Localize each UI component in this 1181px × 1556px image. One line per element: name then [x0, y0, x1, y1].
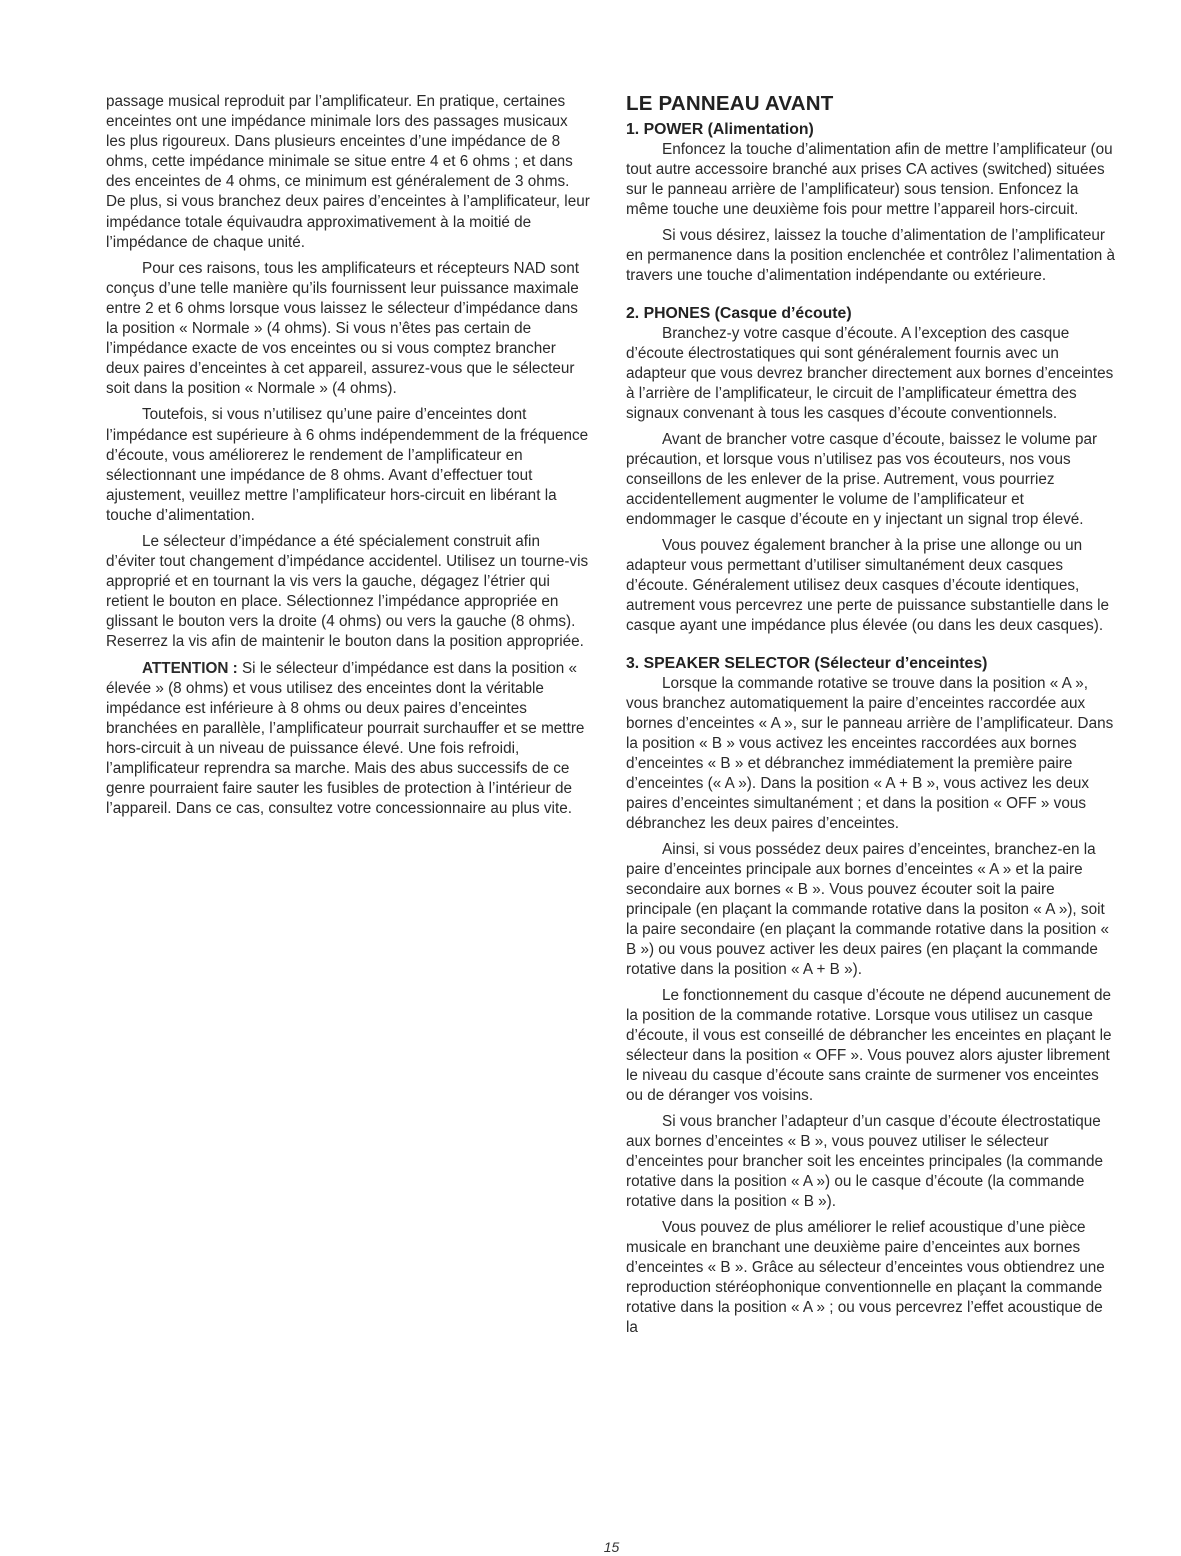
- body-paragraph: Le sélecteur d’impédance a été spécialement construit afin d’éviter tout changement d’impédance accidentel. Utilisez un tourne-vis approprié et en tournant la vis vers la gauche, dégagez l’étrier qui retient le bouton en place. Sélectionnez l’impédance appropriée en glissant le bouton vers la droite (4 ohms) ou vers la gauche (8 ohms). Reserrez la vis afin de maintenir le bouton dans la position appropriée.: [106, 532, 589, 651]
- body-paragraph: passage musical reproduit par l’amplificateur. En pratique, certaines enceintes ont une impédance minimale lors des passages musicaux les plus rigoureux. Dans plusieurs enceintes d’une impédance de 8 ohms, cette impédance minimale se situe entre 4 et 6 ohms ; et dans des enceintes de 4 ohms, ce minimum est généralement de 3 ohms. De plus, si vous branchez deux paires d’enceintes à l’amplificateur, leur impédance totale équivaudra approximativement à la moitié de l’impédance de chaque unité.: [106, 93, 590, 251]
- right-column: [626, 92, 1118, 1344]
- page-number: 15: [603, 1539, 620, 1555]
- body-paragraph: Avant de brancher votre casque d’écoute, baissez le volume par précaution, et lorsque vous n’utilisez pas vos écouteurs, nos vous conseillons de les enlever de la prise. Autrement, vous pourriez accidentellement augmenter le volume de l’amplificateur et endommager le casque d’écoute en y injectant un signal trop élevé.: [626, 431, 1098, 528]
- body-paragraph: Si vous brancher l’adapteur d’un casque d’écoute électrostatique aux bornes d’enceintes « B », vous pouvez utiliser le sélecteur d’enceintes pour brancher soit les enceintes principales (la commande rotative dans la position « A ») ou le casque d’écoute (la commande rotative dans la position « B »).: [626, 1113, 1104, 1210]
- section-title: LE PANNEAU AVANT: [626, 92, 834, 115]
- body-paragraph: Pour ces raisons, tous les amplificateurs et récepteurs NAD sont conçus d’une telle manière qu’ils fournissent leur puissance maximale entre 2 et 6 ohms lorsque vous laissez le sélecteur d’impédance dans la position « Normale » (4 ohms). Si vous n’êtes pas certain de l’impédance exacte de vos enceintes ou si vous comptez brancher deux paires d’enceintes à cet appareil, assurez-vous que le sélecteur soit dans la position « Normale » (4 ohms).: [106, 259, 579, 398]
- body-paragraph: Le fonctionnement du casque d’écoute ne dépend aucunement de la position de la commande rotative. Lorsque vous utilisez un casque d’écoute, il vous est conseillé de débrancher les enceintes en plaçant le sélecteur dans la position « OFF ». Vous pouvez alors ajuster librement le niveau du casque d’écoute sans crainte de surmener vos enceintes ou de déranger vos voisins.: [626, 987, 1112, 1104]
- body-paragraph: Lorsque la commande rotative se trouve dans la position « A », vous branchez automatiquement la paire d’enceintes raccordée aux bornes d’enceintes « A », sur le panneau arrière de l’amplificateur. Dans la position « B » vous activez les enceintes raccordées aux bornes d’enceintes « B » et débranchez immédiatement la première paire d’enceintes (« A »). Dans la position « A + B », vous activez les deux paires d’enceintes simultanément ; et dans la position « OFF » vous débranchez les deux paires d’enceintes.: [626, 675, 1114, 832]
- attention-label: ATTENTION :: [142, 659, 238, 677]
- body-paragraph: Si vous désirez, laissez la touche d’alimentation de l’amplificateur en permanence dans la position enclenchée et contrôlez l’alimentation à travers une touche d’alimentation indépendante ou extérieure.: [626, 227, 1115, 284]
- body-paragraph: Enfoncez la touche d’alimentation afin de mettre l’amplificateur (ou tout autre accessoire branché aux prises CA actives (switched) situées sur le panneau arrière de l’amplificateur) sous tension. Enfoncez la même touche une deuxième fois pour mettre l’appareil hors-circuit.: [626, 141, 1113, 218]
- body-paragraph: Toutefois, si vous n’utilisez qu’une paire d’enceintes dont l’impédance est supérieure à 6 ohms indépendemment de la fréquence d’écoute, vous améliorerez le rendement de l’amplificateur en sélectionnant une impédance de 8 ohms. Avant d’effectuer tout ajustement, veuillez mettre l’amplificateur hors-circuit en libérant la touche d’alimentation.: [106, 406, 589, 524]
- phones-heading: 2. PHONES (Casque d’écoute): [626, 305, 852, 322]
- body-paragraph: Vous pouvez également brancher à la prise une allonge ou un adapteur vous permettant d’utiliser simultanément deux casques d’écoute. Généralement utilisez deux casques d’écoute identiques, autrement vous percevrez une perte de puissance substantielle dans le casque ayant une impédance plus élevée (ou dans les deux casques).: [626, 537, 1109, 634]
- speaker-selector-heading: 3. SPEAKER SELECTOR (Sélecteur d’enceintes): [626, 655, 988, 672]
- left-column: [106, 92, 590, 825]
- body-paragraph: Branchez-y votre casque d’écoute. A l’exception des casque d’écoute électrostatiques qui sont généralement fournis avec un adapteur que vous devrez brancher directement aux bornes d’enceintes à l’arrière de l’amplificateur, le circuit de l’amplificateur émettra des signaux convenant à tous les casques d’écoute conventionnels.: [626, 325, 1114, 422]
- attention-paragraph: [106, 659, 590, 820]
- attention-text: Si le sélecteur d’impédance est dans la position « élevée » (8 ohms) et vous utilisez des enceintes dont la véritable impédance est inférieure à 8 ohms ou deux paires d’enceintes branchées en parallèle, l’amplificateur pourrait surchauffer et se mettre hors-circuit à un niveau de puissance élevé. Une fois refroidi, l’amplificateur reprendra sa marche. Mais des abus successifs de ce genre pourraient faire sauter les fusibles de protection à l’intérieur de l’appareil. Dans ce cas, consultez votre concessionnaire au plus vite.: [106, 659, 585, 818]
- body-paragraph: Ainsi, si vous possédez deux paires d’enceintes, branchez-en la paire d’enceintes principale aux bornes d’enceintes « A » et la paire secondaire aux bornes « B ». Vous pouvez écouter soit la paire principale (en plaçant la commande rotative dans la positon « A »), soit la paire secondaire (en plaçant la commande rotative dans la position « B ») ou vous pouvez activer les deux paires (en plaçant la commande rotative dans la position « A + B »).: [626, 841, 1109, 978]
- power-heading: 1. POWER (Alimentation): [626, 121, 814, 138]
- body-paragraph: Vous pouvez de plus améliorer le relief acoustique d’une pièce musicale en branchant une deuxième paire d’enceintes aux bornes d’enceintes « B ». Grâce au sélecteur d’enceintes vous obtiendrez une reproduction stéréophonique conventionnelle en plaçant la commande rotative dans la position « A » ; ou vous percevrez l’effet acoustique de la: [626, 1219, 1105, 1336]
